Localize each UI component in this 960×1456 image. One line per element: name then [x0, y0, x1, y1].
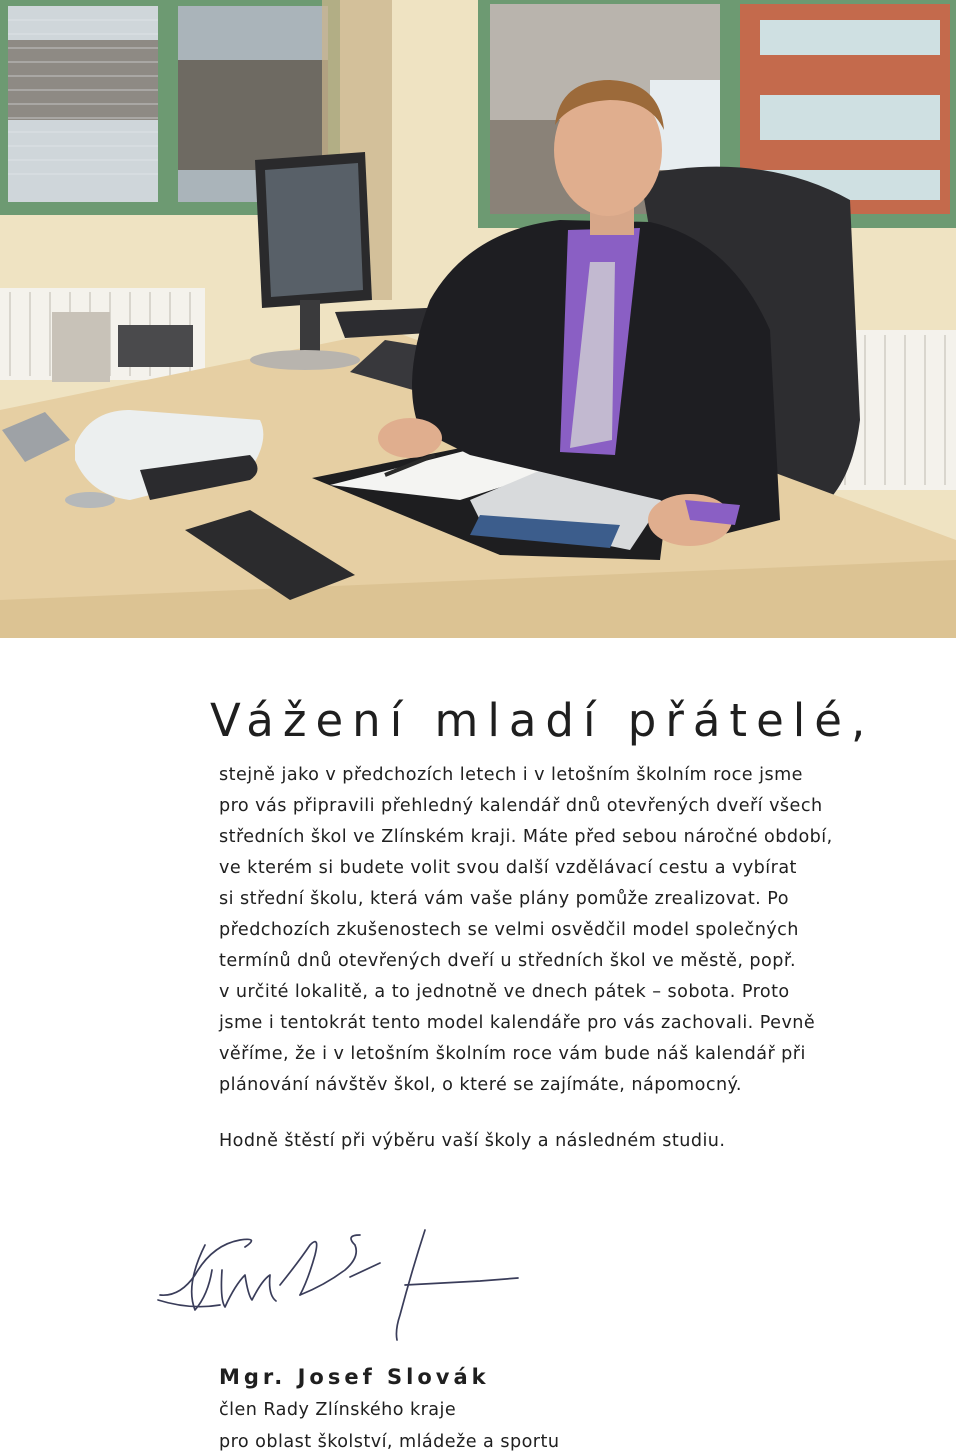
body-line: v určité lokalitě, a to jednotně ve dnech pátek – sobota. Proto [219, 982, 790, 1002]
body-line: si střední školu, která vám vaše plány pomůže zrealizovat. Po [219, 889, 789, 909]
body-line: plánování návštěv škol, o které se zajímáte, nápomocný. [219, 1075, 742, 1095]
body-line: středních škol ve Zlínském kraji. Máte před sebou náročné období, [219, 827, 833, 847]
signatory-role: člen Rady Zlínského kraje [219, 1400, 457, 1420]
body-line: věříme, že i v letošním školním roce vám bude náš kalendář při [219, 1044, 806, 1064]
letter-closing: Hodně štěstí při výběru vaší školy a následném studiu. [219, 1131, 726, 1151]
signatory-portfolio: pro oblast školství, mládeže a sportu [219, 1432, 560, 1452]
body-line: ve kterém si budete volit svou další vzdělávací cestu a vybírat [219, 858, 797, 878]
letter-greeting: Vážení mladí přátelé, [210, 694, 875, 747]
signatory-name: Mgr. Josef Slovák [219, 1365, 490, 1389]
body-line: jsme i tentokrát tento model kalendáře pro vás zachovali. Pevně [219, 1013, 816, 1033]
body-line: pro vás připravili přehledný kalendář dnů otevřených dveří všech [219, 796, 823, 816]
handwritten-signature [150, 1215, 530, 1355]
body-line: předchozích zkušenostech se velmi osvědčil model společných [219, 920, 799, 940]
body-line: stejně jako v předchozích letech i v letošním školním roce jsme [219, 765, 803, 785]
portrait-photo [0, 0, 956, 638]
letter-body [219, 760, 859, 1101]
body-line: termínů dnů otevřených dveří u středních škol ve městě, popř. [219, 951, 796, 971]
